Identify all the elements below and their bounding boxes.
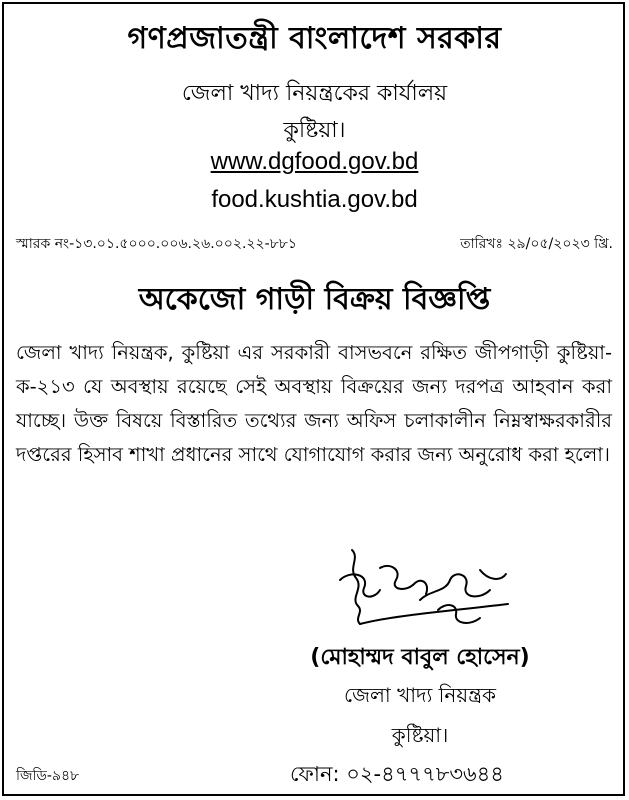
office-name: জেলা খাদ্য নিয়ন্ত্রকের কার্যালয় (181, 81, 448, 106)
website-link-dgfood[interactable]: www.dgfood.gov.bd (210, 148, 419, 175)
office-district: কুষ্টিয়া। (283, 118, 346, 143)
handwritten-signature (330, 540, 520, 640)
government-title: গণপ্রজাতন্ত্রী বাংলাদেশ সরকার (127, 21, 502, 56)
gd-number: জিডি-৯৪৮ (16, 768, 80, 784)
phone-number: ফোন: ০২-৪৭৭৭৮৩৬৪৪ (290, 762, 504, 786)
signatory-designation: জেলা খাদ্য নিয়ন্ত্রক (344, 683, 496, 707)
notice-title: অকেজো গাড়ী বিক্রয় বিজ্ঞপ্তি (138, 282, 491, 317)
memo-date: তারিখঃ ২৯/০৫/২০২৩ খ্রি. (460, 236, 613, 252)
memo-number: স্মারক নং-১৩.০১.৫০০০.০০৬.২৬.০০২.২২-৮৮১ (16, 236, 297, 252)
signatory-name: (মোহাম্মদ বাবুল হোসেন) (310, 645, 530, 670)
notice-body: জেলা খাদ্য নিয়ন্ত্রক, কুষ্টিয়া এর সরকারী বাসভবনে রক্ষিত জীপগাড়ী কুষ্টিয়া-ক-২১৩ যে অবস্থায় রয়েছে সেই অবস্থায় বিক্রয়ের জন্য দরপত্র আহবান করা যাচ্ছে। উক্ত বিষয়ে বিস্তারিত তথ্যের জন্য অফিস চলাকালীন নিম্নস্বাক্ষরকারীর দপ্তরের হিসাব শাখা প্রধানের সাথে যোগাযোগ করার জন্য অনুরোধ করা হলো। (16, 341, 612, 466)
signatory-district: কুষ্টিয়া। (391, 723, 449, 747)
memo-row (16, 232, 613, 256)
website-link-kushtia[interactable]: food.kushtia.gov.bd (211, 186, 418, 213)
